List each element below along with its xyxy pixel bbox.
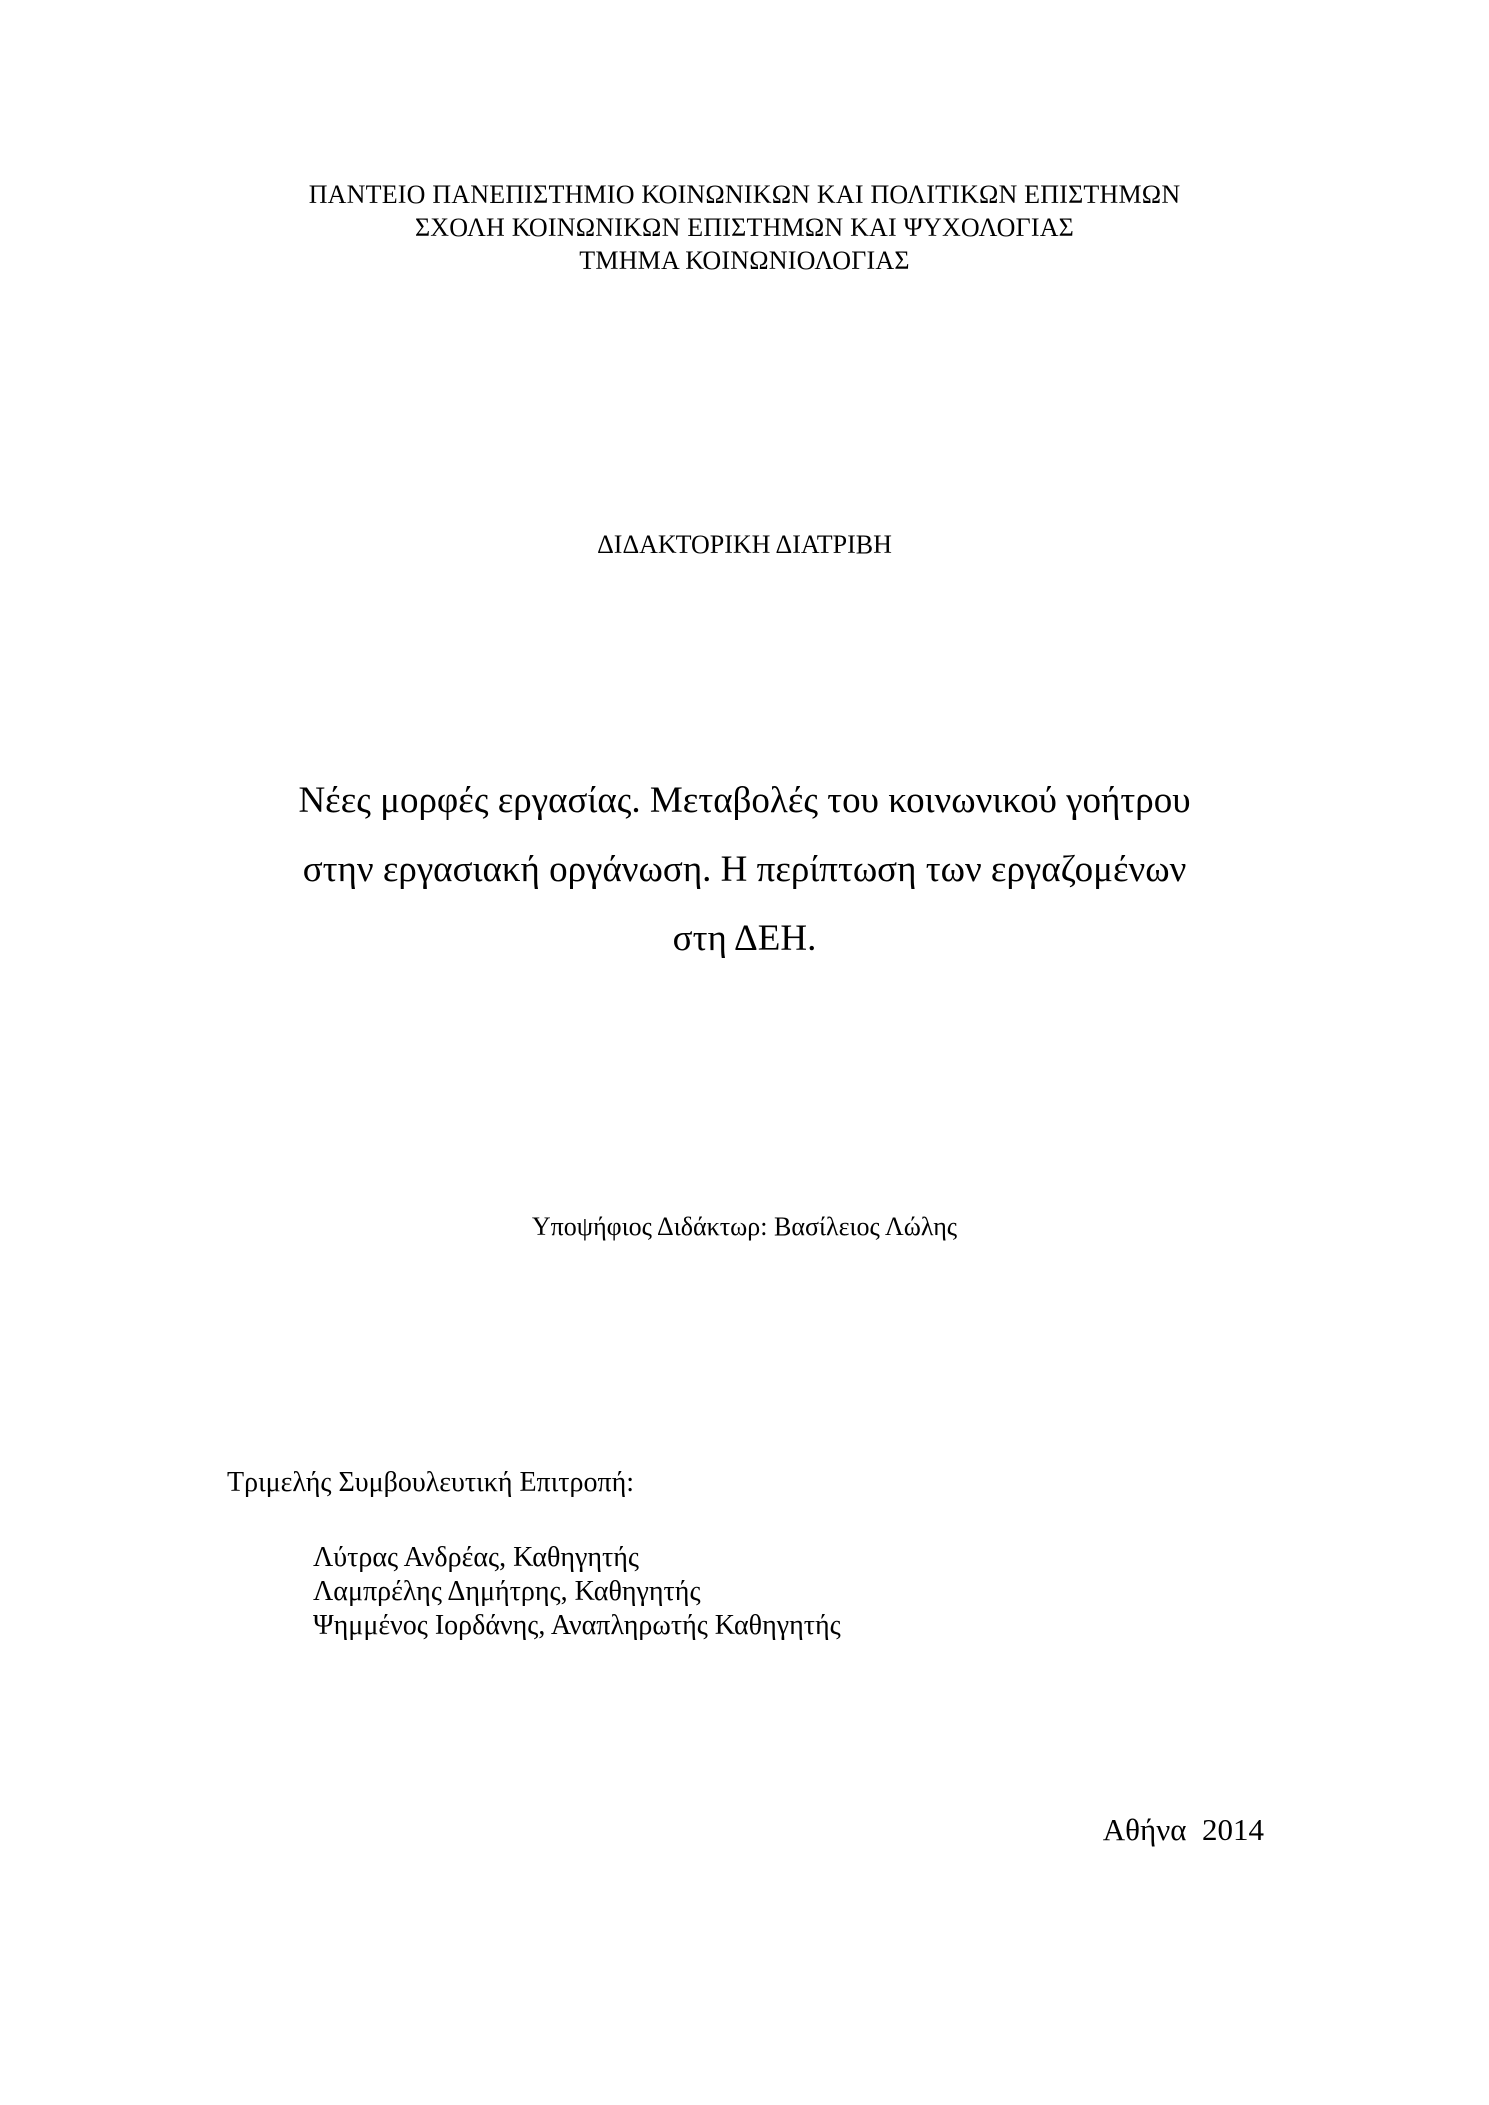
thesis-title-line: Νέες μορφές εργασίας. Μεταβολές του κοινωνικού γοήτρου xyxy=(298,780,1191,821)
place-and-date: Αθήνα 2014 xyxy=(1102,1812,1264,1847)
committee-members xyxy=(313,1541,841,1643)
department-name: ΤΜΗΜΑ ΚΟΙΝΩΝΙΟΛΟΓΙΑΣ xyxy=(579,246,910,275)
candidate-name: Υποψήφιος Διδάκτωρ: Βασίλειος Λώλης xyxy=(531,1212,958,1241)
thesis-title-line: στην εργασιακή οργάνωση. Η περίπτωση των εργαζομένων xyxy=(302,849,1187,890)
committee-label: Τριμελής Συμβουλευτική Επιτροπή: xyxy=(227,1467,635,1498)
committee-member: Λαμπρέλης Δημήτρης, Καθηγητής xyxy=(313,1576,701,1607)
thesis-title xyxy=(0,766,1489,973)
institution-header xyxy=(0,178,1489,277)
committee-member: Ψημμένος Ιορδάνης, Αναπληρωτής Καθηγητής xyxy=(313,1610,841,1641)
university-name: ΠΑΝΤΕΙΟ ΠΑΝΕΠΙΣΤΗΜΙΟ ΚΟΙΝΩΝΙΚΩΝ ΚΑΙ ΠΟΛΙΤΙΚΩΝ ΕΠΙΣΤΗΜΩΝ xyxy=(308,180,1181,209)
committee-member: Λύτρας Ανδρέας, Καθηγητής xyxy=(313,1542,639,1573)
thesis-title-line: στη ΔΕΗ. xyxy=(672,918,817,959)
school-name: ΣΧΟΛΗ ΚΟΙΝΩΝΙΚΩΝ ΕΠΙΣΤΗΜΩΝ ΚΑΙ ΨΥΧΟΛΟΓΙΑΣ xyxy=(414,213,1075,242)
document-type: ΔΙΔΑΚΤΟΡΙΚΗ ΔΙΑΤΡΙΒΗ xyxy=(597,530,892,559)
